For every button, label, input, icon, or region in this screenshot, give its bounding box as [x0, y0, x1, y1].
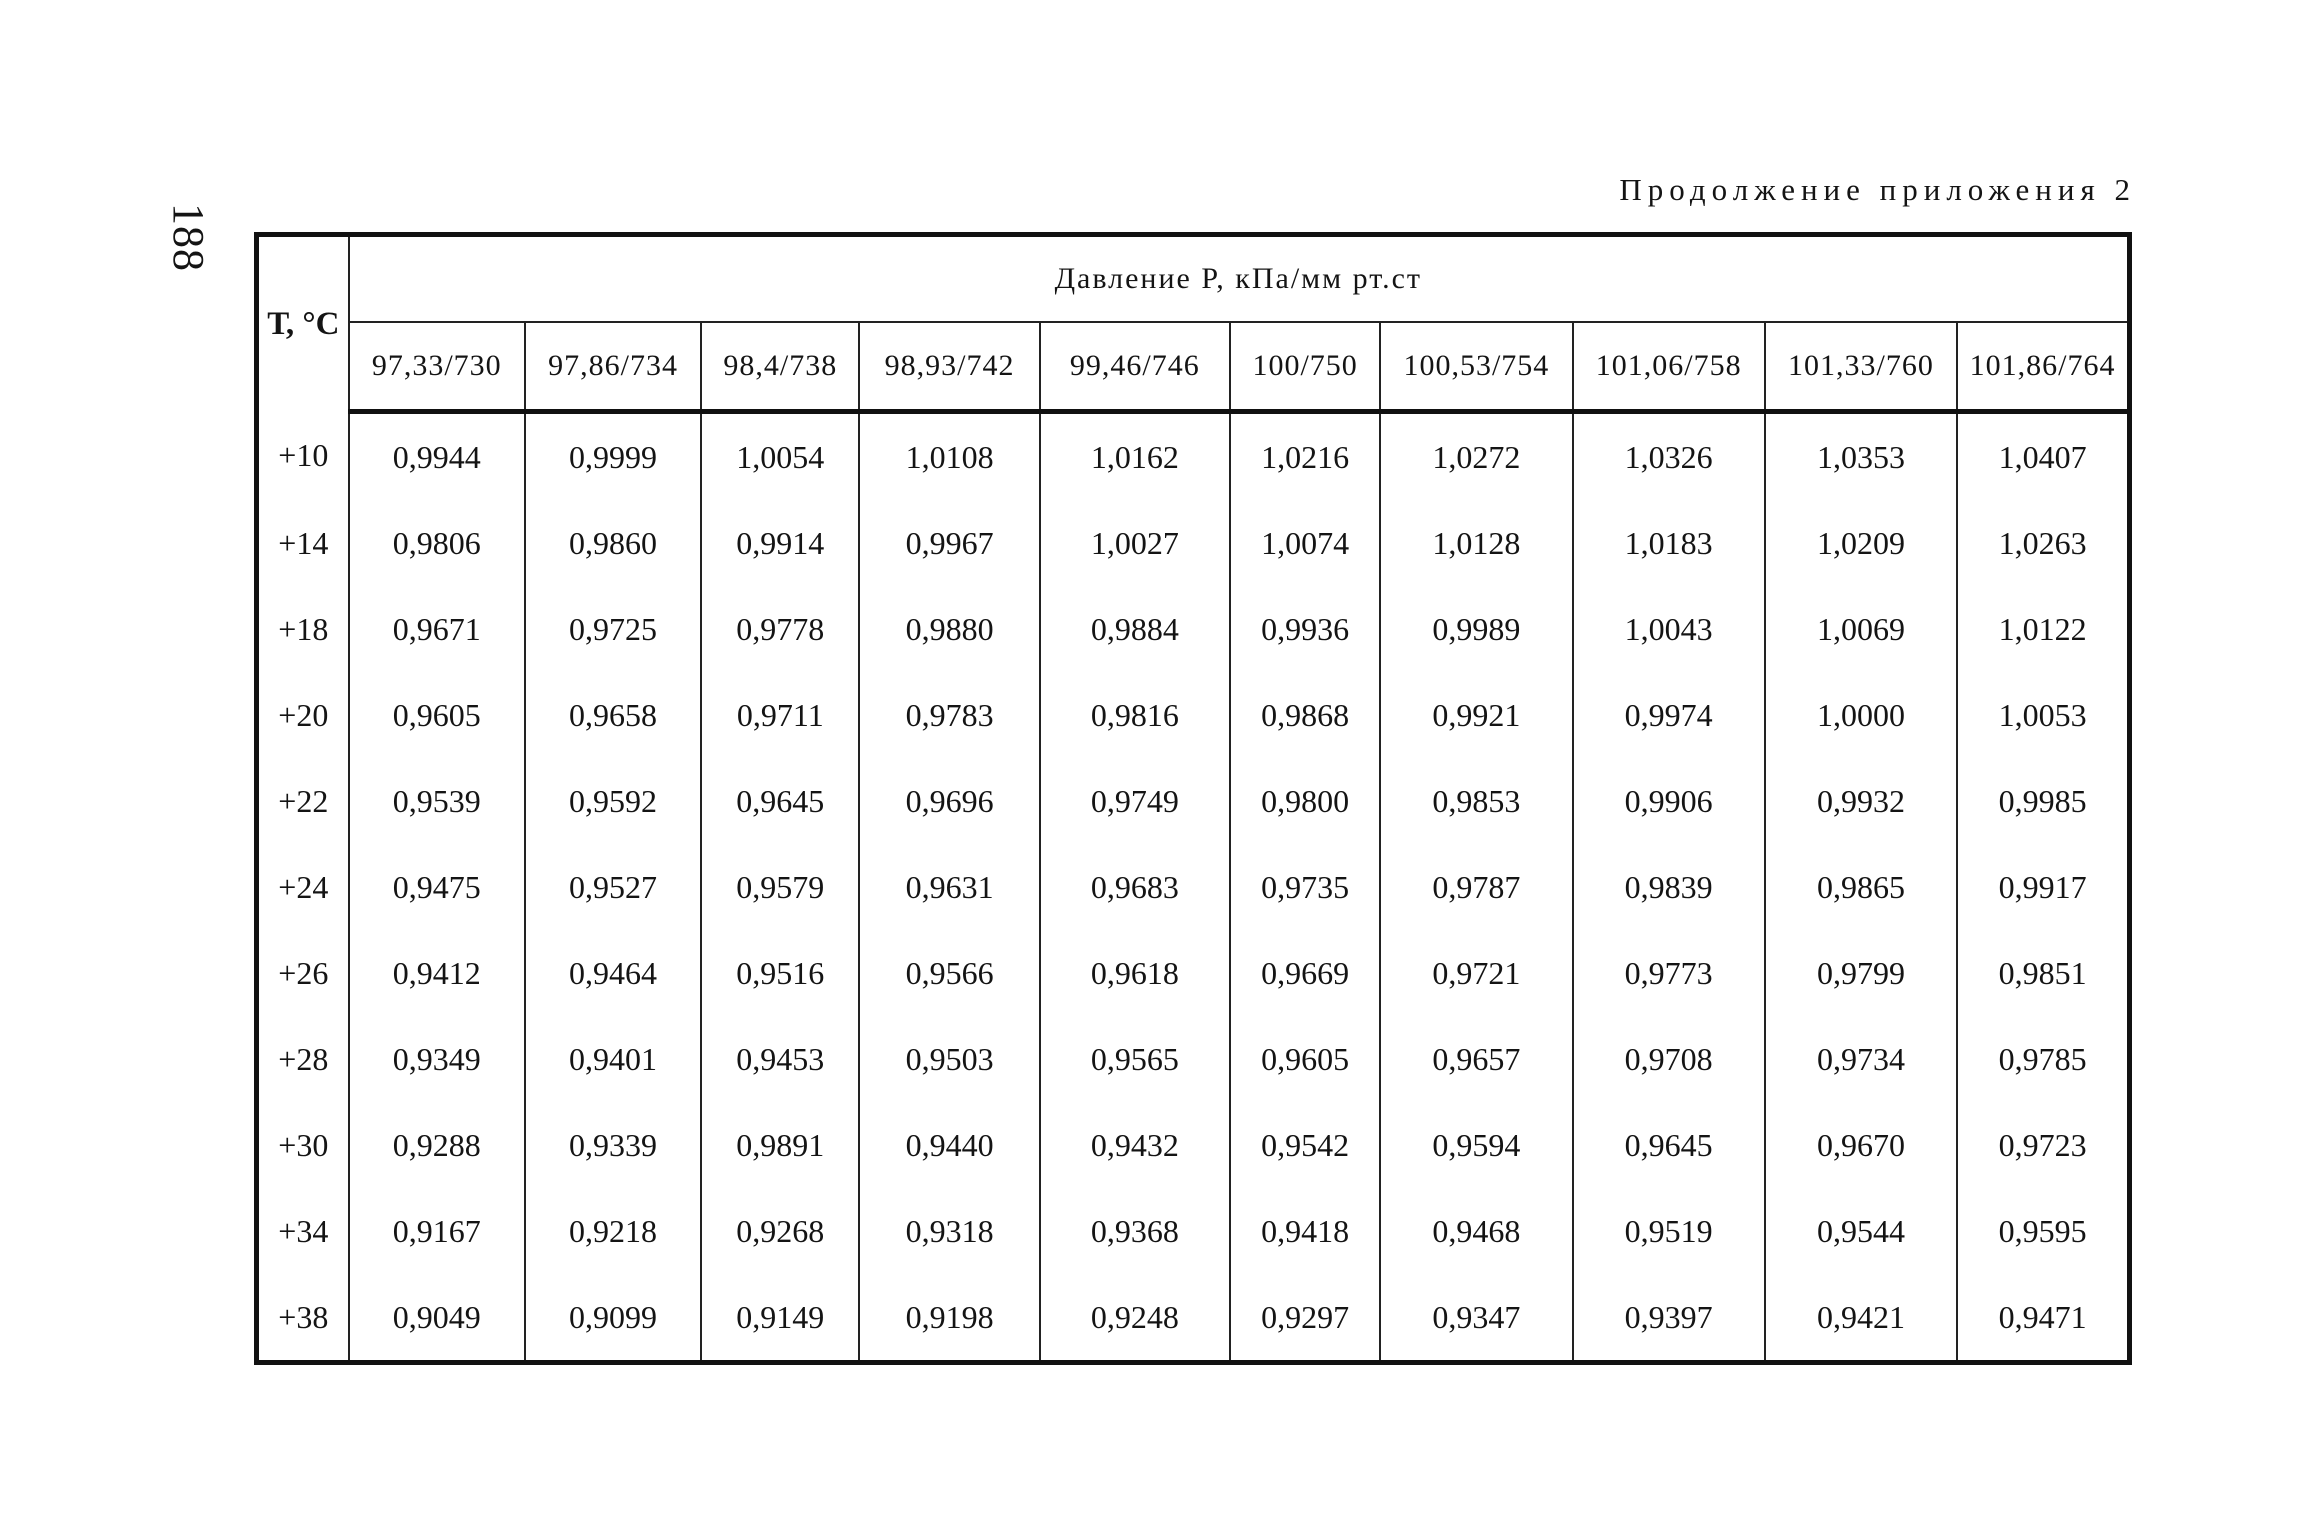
pressure-header: Давление Р, кПа/мм рт.ст [349, 235, 2130, 323]
value-cell: 0,9711 [701, 672, 859, 758]
value-cell: 1,0209 [1765, 500, 1957, 586]
column-header: 101,33/760 [1765, 322, 1957, 412]
value-cell: 0,9592 [525, 758, 701, 844]
table-row [257, 758, 2130, 844]
temperature-cell: +10 [257, 412, 349, 501]
value-cell: 0,9248 [1040, 1274, 1230, 1363]
value-cell: 0,9595 [1957, 1188, 2129, 1274]
value-cell: 0,9989 [1380, 586, 1572, 672]
value-cell: 0,9799 [1765, 930, 1957, 1016]
value-cell: 0,9418 [1230, 1188, 1380, 1274]
temperature-cell: +34 [257, 1188, 349, 1274]
value-cell: 0,9884 [1040, 586, 1230, 672]
value-cell: 1,0027 [1040, 500, 1230, 586]
value-cell: 1,0122 [1957, 586, 2129, 672]
table-body [257, 412, 2130, 1363]
value-cell: 0,9936 [1230, 586, 1380, 672]
value-cell: 0,9468 [1380, 1188, 1572, 1274]
value-cell: 0,9268 [701, 1188, 859, 1274]
value-cell: 0,9735 [1230, 844, 1380, 930]
value-cell: 0,9349 [349, 1016, 525, 1102]
value-cell: 0,9773 [1573, 930, 1765, 1016]
value-cell: 0,9806 [349, 500, 525, 586]
value-cell: 0,9891 [701, 1102, 859, 1188]
continuation-heading: Продолжение приложения 2 [1619, 172, 2136, 207]
value-cell: 1,0183 [1573, 500, 1765, 586]
temperature-cell: +26 [257, 930, 349, 1016]
value-cell: 1,0074 [1230, 500, 1380, 586]
value-cell: 0,9944 [349, 412, 525, 501]
temperature-cell: +20 [257, 672, 349, 758]
value-cell: 0,9696 [859, 758, 1039, 844]
value-cell: 1,0128 [1380, 500, 1572, 586]
value-cell: 0,9932 [1765, 758, 1957, 844]
value-cell: 0,9542 [1230, 1102, 1380, 1188]
temperature-header: Т, °С [257, 235, 349, 412]
value-cell: 0,9412 [349, 930, 525, 1016]
table-row [257, 672, 2130, 758]
value-cell: 0,9967 [859, 500, 1039, 586]
value-cell: 0,9906 [1573, 758, 1765, 844]
column-header: 101,06/758 [1573, 322, 1765, 412]
value-cell: 0,9853 [1380, 758, 1572, 844]
value-cell: 0,9539 [349, 758, 525, 844]
value-cell: 0,9421 [1765, 1274, 1957, 1363]
temperature-cell: +22 [257, 758, 349, 844]
value-cell: 0,9099 [525, 1274, 701, 1363]
value-cell: 0,9785 [1957, 1016, 2129, 1102]
temperature-cell: +28 [257, 1016, 349, 1102]
value-cell: 0,9519 [1573, 1188, 1765, 1274]
value-cell: 0,9453 [701, 1016, 859, 1102]
column-header: 97,33/730 [349, 322, 525, 412]
value-cell: 0,9440 [859, 1102, 1039, 1188]
value-cell: 0,9749 [1040, 758, 1230, 844]
value-cell: 0,9657 [1380, 1016, 1572, 1102]
table-row [257, 586, 2130, 672]
value-cell: 0,9880 [859, 586, 1039, 672]
value-cell: 0,9671 [349, 586, 525, 672]
table-row [257, 930, 2130, 1016]
value-cell: 0,9318 [859, 1188, 1039, 1274]
value-cell: 0,9865 [1765, 844, 1957, 930]
value-cell: 0,9670 [1765, 1102, 1957, 1188]
value-cell: 0,9503 [859, 1016, 1039, 1102]
value-cell: 0,9778 [701, 586, 859, 672]
value-cell: 0,9618 [1040, 930, 1230, 1016]
value-cell: 0,9605 [349, 672, 525, 758]
value-cell: 1,0069 [1765, 586, 1957, 672]
value-cell: 1,0043 [1573, 586, 1765, 672]
value-cell: 0,9708 [1573, 1016, 1765, 1102]
value-cell: 0,9985 [1957, 758, 2129, 844]
value-cell: 0,9783 [859, 672, 1039, 758]
column-header: 98,93/742 [859, 322, 1039, 412]
value-cell: 0,9432 [1040, 1102, 1230, 1188]
value-cell: 0,9999 [525, 412, 701, 501]
value-cell: 0,9579 [701, 844, 859, 930]
value-cell: 0,9605 [1230, 1016, 1380, 1102]
table-row [257, 1274, 2130, 1363]
value-cell: 0,9401 [525, 1016, 701, 1102]
value-cell: 0,9218 [525, 1188, 701, 1274]
value-cell: 0,9645 [1573, 1102, 1765, 1188]
temperature-cell: +30 [257, 1102, 349, 1188]
value-cell: 0,9544 [1765, 1188, 1957, 1274]
value-cell: 0,9734 [1765, 1016, 1957, 1102]
temperature-cell: +38 [257, 1274, 349, 1363]
column-header: 100,53/754 [1380, 322, 1572, 412]
column-header-row [257, 322, 2130, 412]
temperature-cell: +14 [257, 500, 349, 586]
table-row [257, 1102, 2130, 1188]
value-cell: 0,9914 [701, 500, 859, 586]
value-cell: 1,0000 [1765, 672, 1957, 758]
value-cell: 0,9368 [1040, 1188, 1230, 1274]
value-cell: 1,0263 [1957, 500, 2129, 586]
value-cell: 1,0272 [1380, 412, 1572, 501]
table-row [257, 1016, 2130, 1102]
value-cell: 1,0353 [1765, 412, 1957, 501]
value-cell: 0,9464 [525, 930, 701, 1016]
column-header: 99,46/746 [1040, 322, 1230, 412]
value-cell: 0,9800 [1230, 758, 1380, 844]
value-cell: 0,9149 [701, 1274, 859, 1363]
value-cell: 0,9347 [1380, 1274, 1572, 1363]
value-cell: 0,9868 [1230, 672, 1380, 758]
column-header: 98,4/738 [701, 322, 859, 412]
value-cell: 0,9565 [1040, 1016, 1230, 1102]
page-number: 188 [164, 203, 213, 272]
value-cell: 0,9723 [1957, 1102, 2129, 1188]
table-row [257, 412, 2130, 501]
column-header: 100/750 [1230, 322, 1380, 412]
value-cell: 0,9527 [525, 844, 701, 930]
value-cell: 0,9974 [1573, 672, 1765, 758]
value-cell: 0,9516 [701, 930, 859, 1016]
value-cell: 0,9297 [1230, 1274, 1380, 1363]
column-header: 97,86/734 [525, 322, 701, 412]
value-cell: 1,0407 [1957, 412, 2129, 501]
value-cell: 0,9839 [1573, 844, 1765, 930]
value-cell: 0,9860 [525, 500, 701, 586]
value-cell: 1,0053 [1957, 672, 2129, 758]
value-cell: 0,9816 [1040, 672, 1230, 758]
column-header: 101,86/764 [1957, 322, 2129, 412]
value-cell: 0,9851 [1957, 930, 2129, 1016]
value-cell: 0,9917 [1957, 844, 2129, 930]
value-cell: 1,0326 [1573, 412, 1765, 501]
value-cell: 0,9669 [1230, 930, 1380, 1016]
value-cell: 0,9594 [1380, 1102, 1572, 1188]
value-cell: 0,9787 [1380, 844, 1572, 930]
table-row [257, 500, 2130, 586]
value-cell: 1,0216 [1230, 412, 1380, 501]
value-cell: 0,9049 [349, 1274, 525, 1363]
value-cell: 0,9198 [859, 1274, 1039, 1363]
value-cell: 0,9339 [525, 1102, 701, 1188]
correction-table [254, 232, 2132, 1365]
value-cell: 1,0108 [859, 412, 1039, 501]
value-cell: 0,9683 [1040, 844, 1230, 930]
value-cell: 0,9288 [349, 1102, 525, 1188]
value-cell: 0,9397 [1573, 1274, 1765, 1363]
value-cell: 0,9167 [349, 1188, 525, 1274]
value-cell: 0,9471 [1957, 1274, 2129, 1363]
value-cell: 0,9658 [525, 672, 701, 758]
value-cell: 1,0054 [701, 412, 859, 501]
table-row [257, 844, 2130, 930]
value-cell: 0,9566 [859, 930, 1039, 1016]
value-cell: 1,0162 [1040, 412, 1230, 501]
value-cell: 0,9645 [701, 758, 859, 844]
table-row [257, 1188, 2130, 1274]
value-cell: 0,9475 [349, 844, 525, 930]
value-cell: 0,9631 [859, 844, 1039, 930]
value-cell: 0,9721 [1380, 930, 1572, 1016]
value-cell: 0,9921 [1380, 672, 1572, 758]
temperature-cell: +24 [257, 844, 349, 930]
value-cell: 0,9725 [525, 586, 701, 672]
temperature-cell: +18 [257, 586, 349, 672]
